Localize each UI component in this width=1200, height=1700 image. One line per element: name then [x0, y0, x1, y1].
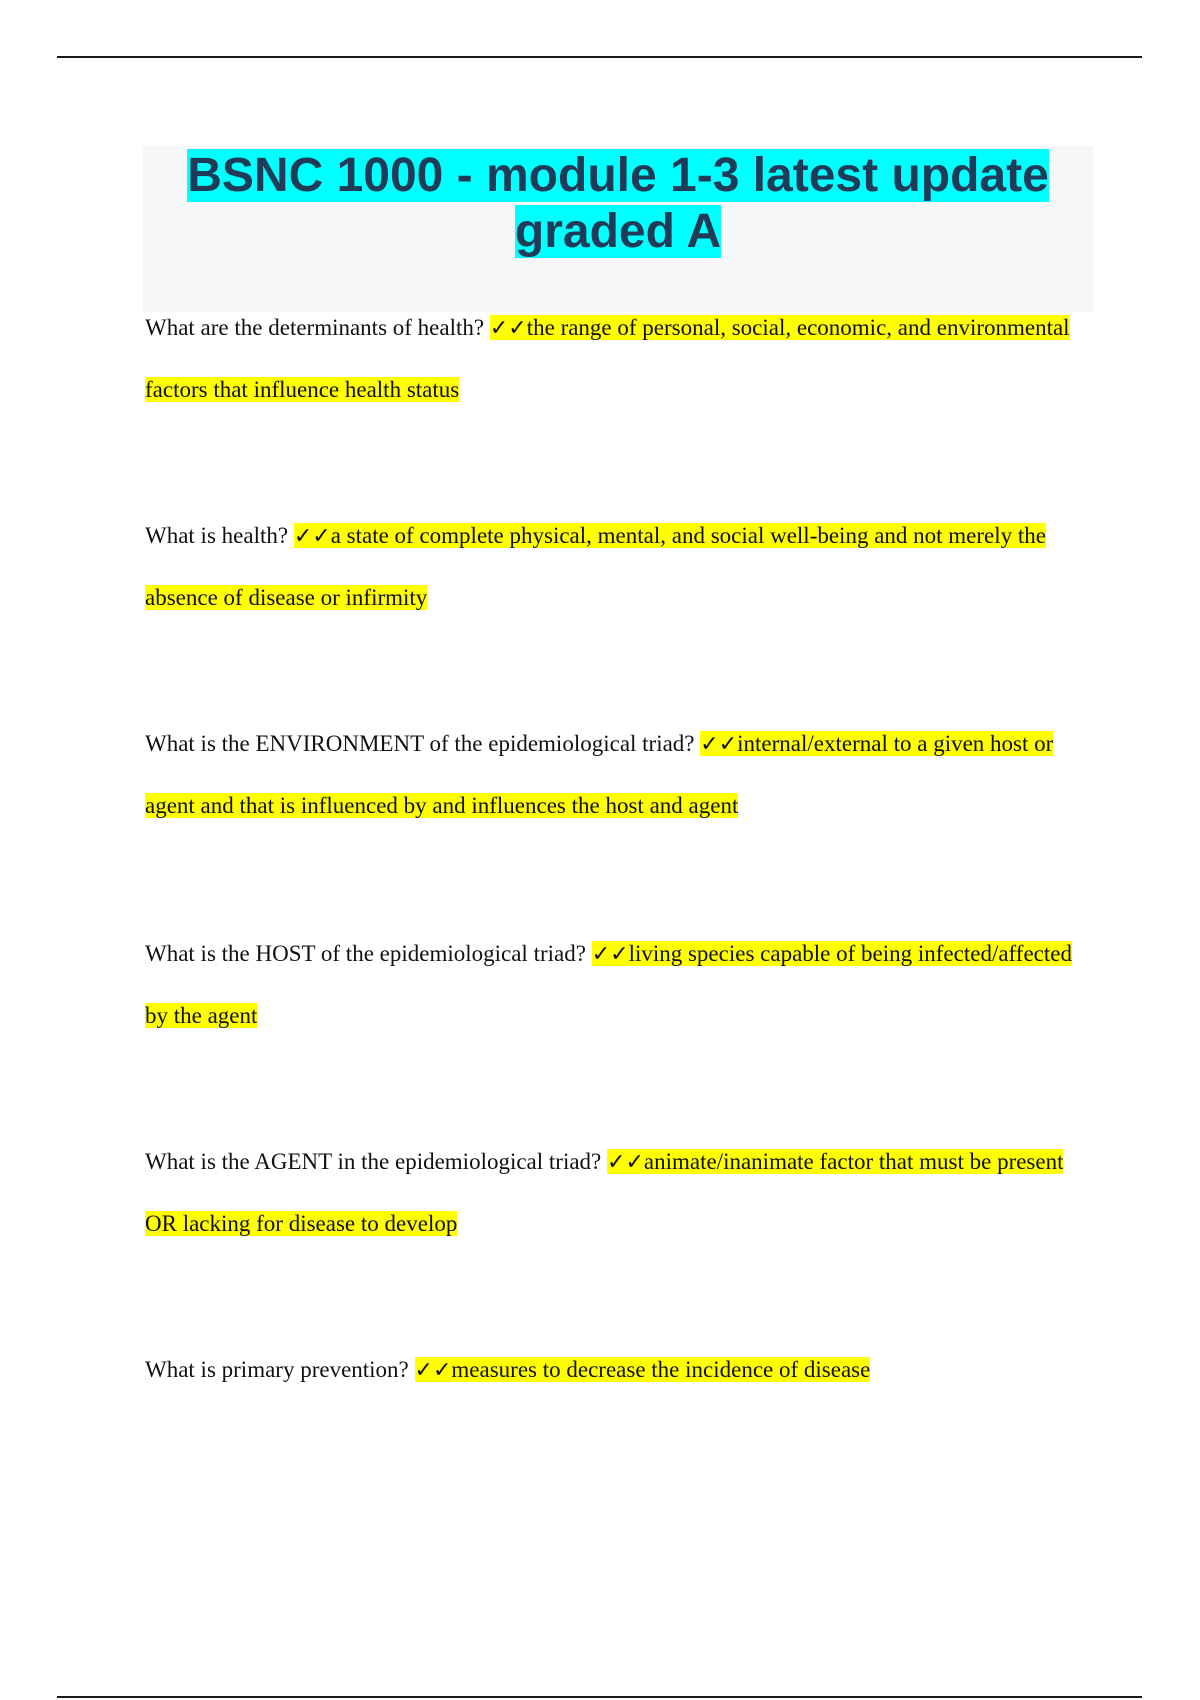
qa-item-4 — [145, 923, 1085, 1046]
qa-item-1 — [145, 297, 1085, 420]
question-text: What is primary prevention? — [145, 1357, 409, 1382]
document-title — [143, 146, 1093, 260]
qa-item-6 — [145, 1339, 1085, 1401]
answer-text: measures to decrease the incidence of disease — [451, 1357, 871, 1382]
double-check-icon: ✓✓ — [293, 524, 331, 549]
title-box — [143, 146, 1093, 312]
top-rule — [57, 56, 1142, 58]
bottom-rule — [57, 1696, 1142, 1698]
document-title-text: BSNC 1000 - module 1-3 latest update graded A — [187, 149, 1049, 258]
question-text: What are the determinants of health? — [145, 315, 485, 340]
double-check-icon: ✓✓ — [607, 1150, 644, 1175]
question-text: What is the ENVIRONMENT of the epidemiological triad? — [145, 731, 695, 756]
answer-text: animate/inanimate factor that must be present OR lacking for disease to develop — [145, 1149, 1064, 1236]
qa-item-5 — [145, 1131, 1085, 1254]
question-text: What is the HOST of the epidemiological triad? — [145, 941, 586, 966]
answer-text: the range of personal, social, economic, and environmental factors that influence health status — [145, 315, 1070, 402]
qa-item-2 — [145, 505, 1085, 628]
double-check-icon: ✓✓ — [700, 732, 738, 757]
double-check-icon: ✓✓ — [591, 942, 629, 967]
answer-text: living species capable of being infected/affected by the agent — [145, 941, 1072, 1028]
answer-highlight — [415, 1357, 871, 1382]
answer-text: internal/external to a given host or agent and that is influenced by and influences the host and agent — [145, 731, 1054, 818]
question-text: What is health? — [145, 523, 289, 548]
question-text: What is the AGENT in the epidemiological triad? — [145, 1149, 602, 1174]
answer-text: a state of complete physical, mental, and social well-being and not merely the absence of disease or infirmity — [145, 523, 1047, 610]
double-check-icon: ✓✓ — [489, 316, 527, 341]
double-check-icon: ✓✓ — [414, 1358, 452, 1383]
qa-item-3 — [145, 713, 1085, 836]
